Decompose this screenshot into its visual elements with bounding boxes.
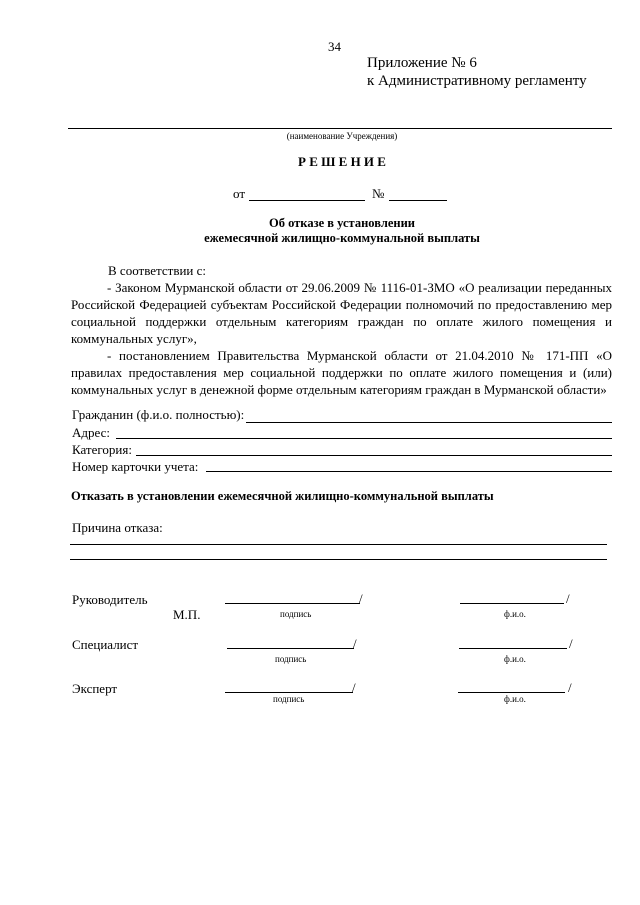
refusal-heading: Отказать в установлении ежемесячной жилищно-коммунальной выплаты <box>71 489 494 503</box>
number-prefix: № <box>372 186 385 201</box>
head-name-caption: ф.и.о. <box>504 609 526 619</box>
basis-resolution: - постановлением Правительства Мурманской области от 21.04.2010 № 171-ПП «О правилах предоставления мер социальной поддержки по оплате жилого помещения и (или) коммунальных услуг в денежной форме отдельным категориям граждан в Мурманской области» <box>71 348 612 397</box>
reason-line-1[interactable] <box>70 544 607 545</box>
subject-line-2: ежемесячной жилищно-коммунальной выплаты <box>204 231 480 245</box>
specialist-signature-caption: подпись <box>275 654 307 664</box>
specialist-signature-line[interactable] <box>227 648 354 649</box>
specialist-name-caption: ф.и.о. <box>504 654 526 664</box>
citizen-label: Гражданин (ф.и.о. полностью): <box>72 407 245 422</box>
expert-signature-caption: подпись <box>273 694 305 704</box>
head-signature-caption: подпись <box>280 609 312 619</box>
expert-name-caption: ф.и.о. <box>504 694 526 704</box>
appendix-subtitle: к Административному регламенту <box>367 73 587 89</box>
head-name-slash: / <box>566 591 570 606</box>
date-prefix: от <box>233 186 246 201</box>
basis-intro: В соответствии с: <box>108 263 207 278</box>
head-label: Руководитель <box>72 592 148 607</box>
seal-label: М.П. <box>173 607 201 622</box>
category-label: Категория: <box>72 442 132 457</box>
subject-line-1: Об отказе в установлении <box>268 216 415 230</box>
number-line <box>389 200 447 201</box>
head-signature-slash: / <box>359 591 363 606</box>
specialist-signature-slash: / <box>353 636 357 651</box>
card-number-line[interactable] <box>206 471 612 472</box>
expert-label: Эксперт <box>72 681 118 696</box>
institution-caption: (наименование Учреждения) <box>286 131 398 141</box>
category-line[interactable] <box>136 455 612 456</box>
head-name-line[interactable] <box>460 603 564 604</box>
institution-line <box>68 128 612 129</box>
date-line <box>249 200 365 201</box>
reason-label: Причина отказа: <box>72 520 163 535</box>
address-line[interactable] <box>116 438 612 439</box>
reason-line-2[interactable] <box>70 559 607 560</box>
specialist-name-slash: / <box>569 636 573 651</box>
citizen-line[interactable] <box>246 422 612 423</box>
appendix-title: Приложение № 6 <box>367 55 477 71</box>
card-number-label: Номер карточки учета: <box>72 459 199 474</box>
expert-signature-slash: / <box>352 680 356 695</box>
specialist-name-line[interactable] <box>459 648 567 649</box>
specialist-label: Специалист <box>72 637 139 652</box>
expert-signature-line[interactable] <box>225 692 353 693</box>
head-signature-line[interactable] <box>225 603 360 604</box>
basis-law: - Законом Мурманской области от 29.06.2009 № 1116-01-ЗМО «О реализации переданных Российской Федерацией субъектам Российской Федерации полномочий по предоставлению мер социальной поддержки отдельным категориям граждан по оплате жилого помещения и коммунальных услуг», <box>71 280 612 346</box>
page-number: 34 <box>328 39 341 54</box>
expert-name-slash: / <box>568 680 572 695</box>
decision-title: Р Е Ш Е Н И Е <box>298 154 386 169</box>
expert-name-line[interactable] <box>458 692 565 693</box>
address-label: Адрес: <box>72 425 110 440</box>
